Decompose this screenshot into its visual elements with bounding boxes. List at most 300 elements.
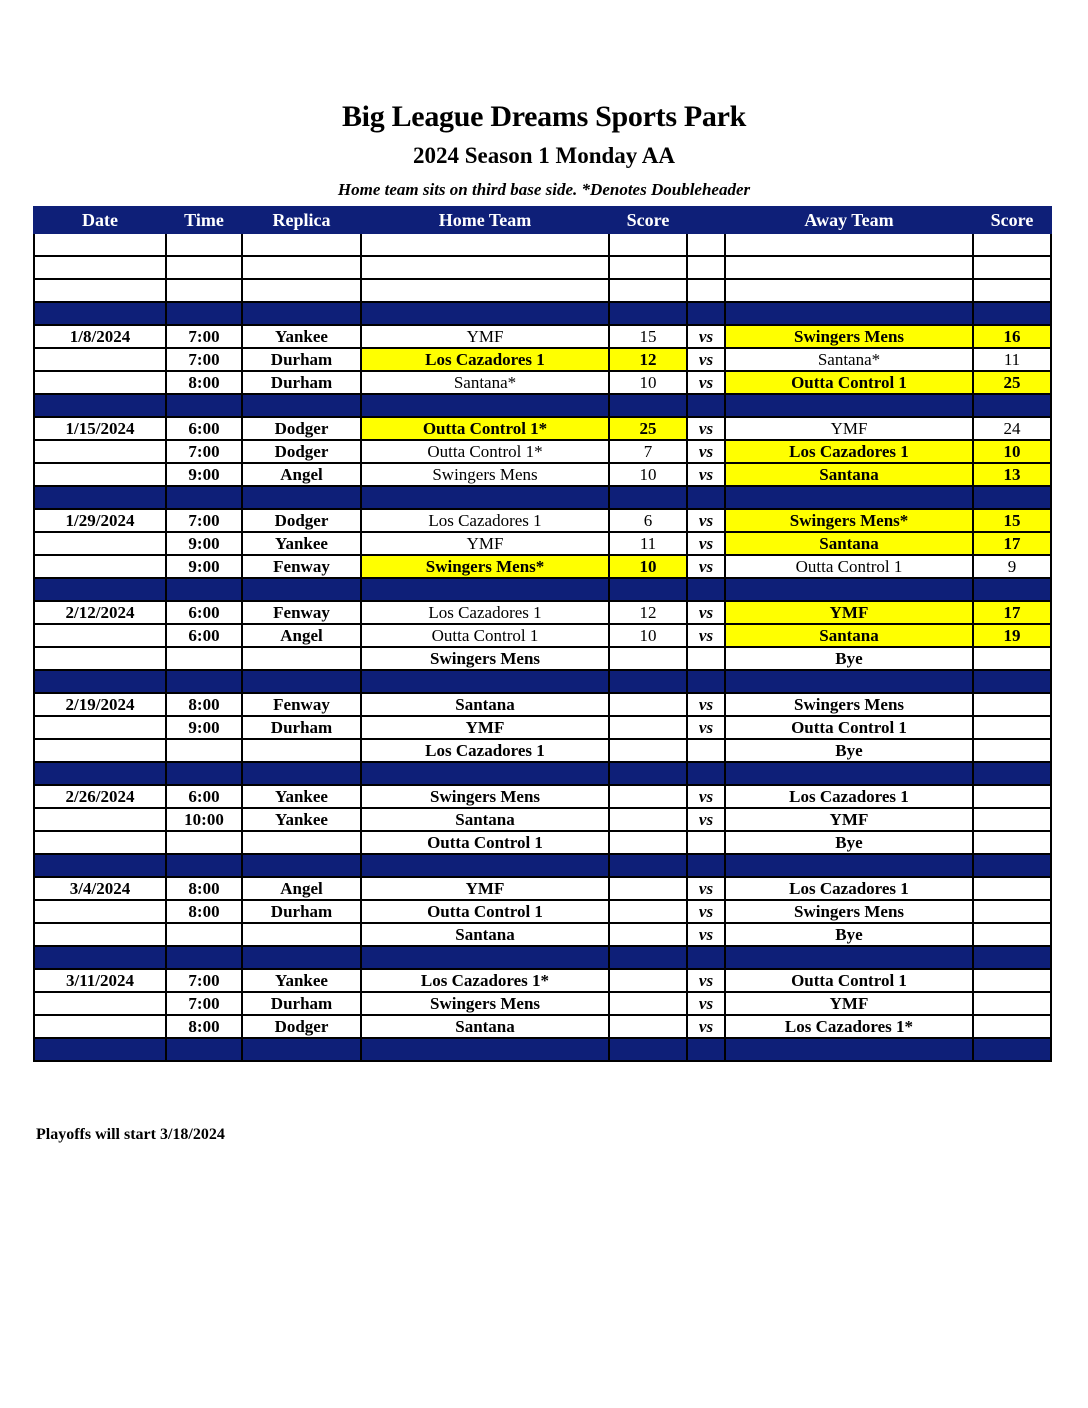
home-score: 10 bbox=[609, 371, 687, 394]
away-score bbox=[973, 808, 1051, 831]
home-score bbox=[609, 992, 687, 1015]
game-date bbox=[34, 900, 166, 923]
game-replica bbox=[242, 279, 361, 302]
vs-label: vs bbox=[687, 348, 725, 371]
week-separator bbox=[34, 762, 1051, 785]
game-date bbox=[34, 831, 166, 854]
table-row bbox=[34, 601, 1051, 624]
game-replica: Dodger bbox=[242, 1015, 361, 1038]
separator-cell bbox=[361, 854, 609, 877]
game-time bbox=[166, 279, 242, 302]
away-team: Santana bbox=[725, 463, 973, 486]
away-score bbox=[973, 693, 1051, 716]
vs-label bbox=[687, 233, 725, 256]
separator-cell bbox=[725, 1038, 973, 1061]
away-score bbox=[973, 716, 1051, 739]
vs-label: vs bbox=[687, 624, 725, 647]
home-score bbox=[609, 831, 687, 854]
separator-cell bbox=[687, 1038, 725, 1061]
table-row bbox=[34, 1015, 1051, 1038]
home-score: 6 bbox=[609, 509, 687, 532]
separator-cell bbox=[361, 762, 609, 785]
home-score: 12 bbox=[609, 348, 687, 371]
away-team: YMF bbox=[725, 417, 973, 440]
game-date bbox=[34, 739, 166, 762]
game-date: 2/19/2024 bbox=[34, 693, 166, 716]
vs-label: vs bbox=[687, 371, 725, 394]
separator-cell bbox=[725, 854, 973, 877]
separator-cell bbox=[34, 946, 166, 969]
game-date: 3/4/2024 bbox=[34, 877, 166, 900]
table-row bbox=[34, 923, 1051, 946]
schedule-table bbox=[33, 206, 1052, 1062]
away-score: 13 bbox=[973, 463, 1051, 486]
game-time: 8:00 bbox=[166, 1015, 242, 1038]
table-row bbox=[34, 256, 1051, 279]
away-team: Santana bbox=[725, 624, 973, 647]
away-team: YMF bbox=[725, 992, 973, 1015]
game-time: 7:00 bbox=[166, 969, 242, 992]
home-score bbox=[609, 233, 687, 256]
away-team: Bye bbox=[725, 831, 973, 854]
separator-cell bbox=[34, 578, 166, 601]
separator-cell bbox=[361, 394, 609, 417]
game-time: 8:00 bbox=[166, 693, 242, 716]
away-score bbox=[973, 1015, 1051, 1038]
away-score: 10 bbox=[973, 440, 1051, 463]
away-score: 24 bbox=[973, 417, 1051, 440]
home-team: Outta Control 1* bbox=[361, 440, 609, 463]
home-score bbox=[609, 1015, 687, 1038]
separator-cell bbox=[973, 854, 1051, 877]
away-score bbox=[973, 233, 1051, 256]
week-separator bbox=[34, 854, 1051, 877]
home-team bbox=[361, 279, 609, 302]
home-score: 7 bbox=[609, 440, 687, 463]
table-row bbox=[34, 371, 1051, 394]
game-time: 9:00 bbox=[166, 532, 242, 555]
game-time: 6:00 bbox=[166, 624, 242, 647]
separator-cell bbox=[34, 670, 166, 693]
separator-cell bbox=[242, 762, 361, 785]
game-date bbox=[34, 279, 166, 302]
home-score bbox=[609, 739, 687, 762]
home-team: Los Cazadores 1* bbox=[361, 969, 609, 992]
away-team: Los Cazadores 1 bbox=[725, 877, 973, 900]
game-time bbox=[166, 739, 242, 762]
game-time: 7:00 bbox=[166, 440, 242, 463]
separator-cell bbox=[242, 394, 361, 417]
col-header-home-team: Home Team bbox=[361, 207, 609, 233]
game-replica: Yankee bbox=[242, 325, 361, 348]
separator-cell bbox=[609, 1038, 687, 1061]
home-score: 10 bbox=[609, 555, 687, 578]
vs-label bbox=[687, 831, 725, 854]
home-team: Swingers Mens bbox=[361, 463, 609, 486]
away-team: Outta Control 1 bbox=[725, 371, 973, 394]
separator-cell bbox=[242, 486, 361, 509]
away-score bbox=[973, 279, 1051, 302]
game-date bbox=[34, 463, 166, 486]
col-header-date: Date bbox=[34, 207, 166, 233]
separator-cell bbox=[166, 946, 242, 969]
game-date bbox=[34, 647, 166, 670]
vs-label: vs bbox=[687, 509, 725, 532]
table-row bbox=[34, 555, 1051, 578]
col-header-away-team: Away Team bbox=[725, 207, 973, 233]
home-team: Outta Control 1 bbox=[361, 831, 609, 854]
home-team: Swingers Mens* bbox=[361, 555, 609, 578]
separator-cell bbox=[361, 302, 609, 325]
separator-cell bbox=[725, 670, 973, 693]
separator-cell bbox=[973, 670, 1051, 693]
game-date bbox=[34, 923, 166, 946]
playoffs-note: Playoffs will start 3/18/2024 bbox=[36, 1126, 225, 1143]
separator-cell bbox=[242, 854, 361, 877]
separator-cell bbox=[687, 946, 725, 969]
week-separator bbox=[34, 670, 1051, 693]
home-score: 12 bbox=[609, 601, 687, 624]
separator-cell bbox=[609, 486, 687, 509]
game-time: 9:00 bbox=[166, 716, 242, 739]
home-score bbox=[609, 716, 687, 739]
game-replica bbox=[242, 647, 361, 670]
game-date bbox=[34, 555, 166, 578]
separator-cell bbox=[242, 302, 361, 325]
game-time: 7:00 bbox=[166, 509, 242, 532]
game-replica bbox=[242, 923, 361, 946]
away-score: 15 bbox=[973, 509, 1051, 532]
vs-label: vs bbox=[687, 1015, 725, 1038]
away-team: Los Cazadores 1* bbox=[725, 1015, 973, 1038]
game-replica: Yankee bbox=[242, 532, 361, 555]
separator-cell bbox=[725, 302, 973, 325]
game-replica bbox=[242, 256, 361, 279]
game-time: 10:00 bbox=[166, 808, 242, 831]
week-separator bbox=[34, 394, 1051, 417]
home-team: Outta Control 1 bbox=[361, 900, 609, 923]
game-replica bbox=[242, 233, 361, 256]
separator-cell bbox=[609, 762, 687, 785]
separator-cell bbox=[687, 854, 725, 877]
game-date bbox=[34, 532, 166, 555]
table-row bbox=[34, 624, 1051, 647]
table-row bbox=[34, 233, 1051, 256]
separator-cell bbox=[687, 670, 725, 693]
week-separator bbox=[34, 1038, 1051, 1061]
game-time: 7:00 bbox=[166, 992, 242, 1015]
home-score bbox=[609, 900, 687, 923]
vs-label: vs bbox=[687, 808, 725, 831]
home-score bbox=[609, 923, 687, 946]
away-score bbox=[973, 256, 1051, 279]
game-time: 7:00 bbox=[166, 348, 242, 371]
game-date: 1/29/2024 bbox=[34, 509, 166, 532]
home-team: Swingers Mens bbox=[361, 785, 609, 808]
away-team bbox=[725, 233, 973, 256]
game-replica: Dodger bbox=[242, 509, 361, 532]
vs-label: vs bbox=[687, 923, 725, 946]
vs-label: vs bbox=[687, 992, 725, 1015]
game-date bbox=[34, 1015, 166, 1038]
separator-cell bbox=[687, 302, 725, 325]
table-row bbox=[34, 647, 1051, 670]
separator-cell bbox=[973, 486, 1051, 509]
home-score: 11 bbox=[609, 532, 687, 555]
game-date: 1/8/2024 bbox=[34, 325, 166, 348]
home-team: Los Cazadores 1 bbox=[361, 601, 609, 624]
game-date bbox=[34, 233, 166, 256]
header-row bbox=[34, 207, 1051, 233]
separator-cell bbox=[166, 394, 242, 417]
table-row bbox=[34, 693, 1051, 716]
table-row bbox=[34, 463, 1051, 486]
away-team: YMF bbox=[725, 808, 973, 831]
separator-cell bbox=[609, 854, 687, 877]
home-team: Santana bbox=[361, 808, 609, 831]
separator-cell bbox=[166, 670, 242, 693]
separator-cell bbox=[609, 302, 687, 325]
game-time: 8:00 bbox=[166, 877, 242, 900]
game-date: 3/11/2024 bbox=[34, 969, 166, 992]
vs-label: vs bbox=[687, 785, 725, 808]
home-team: Swingers Mens bbox=[361, 647, 609, 670]
separator-cell bbox=[166, 302, 242, 325]
separator-cell bbox=[609, 946, 687, 969]
separator-cell bbox=[973, 946, 1051, 969]
home-team: Santana bbox=[361, 1015, 609, 1038]
game-time bbox=[166, 647, 242, 670]
away-team: Outta Control 1 bbox=[725, 555, 973, 578]
week-separator bbox=[34, 946, 1051, 969]
separator-cell bbox=[242, 946, 361, 969]
week-separator bbox=[34, 578, 1051, 601]
home-team bbox=[361, 256, 609, 279]
vs-label bbox=[687, 256, 725, 279]
vs-label: vs bbox=[687, 463, 725, 486]
vs-label: vs bbox=[687, 693, 725, 716]
table-row bbox=[34, 877, 1051, 900]
home-team: Outta Control 1 bbox=[361, 624, 609, 647]
game-replica: Yankee bbox=[242, 969, 361, 992]
schedule-note: Home team sits on third base side. *Denotes Doubleheader bbox=[337, 180, 751, 199]
table-row bbox=[34, 348, 1051, 371]
home-team: Santana* bbox=[361, 371, 609, 394]
game-date: 2/12/2024 bbox=[34, 601, 166, 624]
separator-cell bbox=[687, 578, 725, 601]
away-team: Outta Control 1 bbox=[725, 716, 973, 739]
away-score bbox=[973, 739, 1051, 762]
separator-cell bbox=[34, 762, 166, 785]
separator-cell bbox=[725, 762, 973, 785]
away-score bbox=[973, 900, 1051, 923]
table-row bbox=[34, 325, 1051, 348]
game-date bbox=[34, 716, 166, 739]
week-separator bbox=[34, 302, 1051, 325]
vs-label: vs bbox=[687, 969, 725, 992]
game-time bbox=[166, 233, 242, 256]
vs-label: vs bbox=[687, 532, 725, 555]
home-score bbox=[609, 877, 687, 900]
away-score: 19 bbox=[973, 624, 1051, 647]
vs-label bbox=[687, 279, 725, 302]
separator-cell bbox=[34, 854, 166, 877]
table-row bbox=[34, 831, 1051, 854]
home-score bbox=[609, 279, 687, 302]
separator-cell bbox=[166, 486, 242, 509]
home-score bbox=[609, 693, 687, 716]
vs-label: vs bbox=[687, 555, 725, 578]
table-row bbox=[34, 900, 1051, 923]
home-team: Swingers Mens bbox=[361, 992, 609, 1015]
table-row bbox=[34, 716, 1051, 739]
game-time: 9:00 bbox=[166, 555, 242, 578]
away-team bbox=[725, 279, 973, 302]
away-team: Los Cazadores 1 bbox=[725, 785, 973, 808]
away-score: 25 bbox=[973, 371, 1051, 394]
separator-cell bbox=[361, 578, 609, 601]
game-replica: Dodger bbox=[242, 440, 361, 463]
separator-cell bbox=[725, 578, 973, 601]
home-team: Los Cazadores 1 bbox=[361, 739, 609, 762]
away-team: Swingers Mens* bbox=[725, 509, 973, 532]
away-score: 17 bbox=[973, 532, 1051, 555]
table-row bbox=[34, 969, 1051, 992]
game-time: 8:00 bbox=[166, 371, 242, 394]
away-team: YMF bbox=[725, 601, 973, 624]
game-date: 2/26/2024 bbox=[34, 785, 166, 808]
home-team bbox=[361, 233, 609, 256]
game-replica: Angel bbox=[242, 463, 361, 486]
game-replica: Durham bbox=[242, 716, 361, 739]
home-team: Los Cazadores 1 bbox=[361, 509, 609, 532]
home-team: Santana bbox=[361, 923, 609, 946]
home-team: Outta Control 1* bbox=[361, 417, 609, 440]
home-team: Santana bbox=[361, 693, 609, 716]
home-score bbox=[609, 785, 687, 808]
separator-cell bbox=[361, 486, 609, 509]
table-row bbox=[34, 532, 1051, 555]
separator-cell bbox=[242, 578, 361, 601]
schedule-body bbox=[34, 233, 1051, 1061]
separator-cell bbox=[34, 1038, 166, 1061]
game-time: 6:00 bbox=[166, 601, 242, 624]
away-score bbox=[973, 992, 1051, 1015]
vs-label: vs bbox=[687, 440, 725, 463]
col-header-home-score: Score bbox=[609, 207, 687, 233]
table-row bbox=[34, 992, 1051, 1015]
page-title: Big League Dreams Sports Park bbox=[341, 100, 747, 133]
table-row bbox=[34, 417, 1051, 440]
away-team bbox=[725, 256, 973, 279]
separator-cell bbox=[687, 394, 725, 417]
page-subtitle: 2024 Season 1 Monday AA bbox=[413, 143, 675, 168]
home-team: YMF bbox=[361, 325, 609, 348]
separator-cell bbox=[361, 670, 609, 693]
separator-cell bbox=[973, 762, 1051, 785]
separator-cell bbox=[973, 578, 1051, 601]
home-team: YMF bbox=[361, 532, 609, 555]
table-row bbox=[34, 279, 1051, 302]
game-replica: Yankee bbox=[242, 808, 361, 831]
vs-label: vs bbox=[687, 900, 725, 923]
home-score: 25 bbox=[609, 417, 687, 440]
separator-cell bbox=[34, 486, 166, 509]
game-date: 1/15/2024 bbox=[34, 417, 166, 440]
game-replica: Durham bbox=[242, 992, 361, 1015]
game-time: 7:00 bbox=[166, 325, 242, 348]
separator-cell bbox=[725, 486, 973, 509]
away-score bbox=[973, 831, 1051, 854]
away-score bbox=[973, 877, 1051, 900]
game-replica: Durham bbox=[242, 371, 361, 394]
away-score bbox=[973, 969, 1051, 992]
game-date bbox=[34, 348, 166, 371]
game-replica: Fenway bbox=[242, 601, 361, 624]
vs-label: vs bbox=[687, 417, 725, 440]
game-date bbox=[34, 440, 166, 463]
separator-cell bbox=[609, 670, 687, 693]
separator-cell bbox=[609, 394, 687, 417]
game-replica: Fenway bbox=[242, 693, 361, 716]
separator-cell bbox=[166, 578, 242, 601]
table-row bbox=[34, 785, 1051, 808]
home-score bbox=[609, 969, 687, 992]
vs-label: vs bbox=[687, 601, 725, 624]
game-date bbox=[34, 256, 166, 279]
vs-label: vs bbox=[687, 877, 725, 900]
separator-cell bbox=[242, 1038, 361, 1061]
table-row bbox=[34, 808, 1051, 831]
home-score: 10 bbox=[609, 624, 687, 647]
game-replica bbox=[242, 739, 361, 762]
col-header-away-score: Score bbox=[973, 207, 1051, 233]
game-time: 6:00 bbox=[166, 417, 242, 440]
game-replica: Angel bbox=[242, 624, 361, 647]
game-time bbox=[166, 256, 242, 279]
away-score bbox=[973, 647, 1051, 670]
away-score: 9 bbox=[973, 555, 1051, 578]
week-separator bbox=[34, 486, 1051, 509]
game-replica: Dodger bbox=[242, 417, 361, 440]
away-team: Santana bbox=[725, 532, 973, 555]
vs-label: vs bbox=[687, 716, 725, 739]
away-score: 16 bbox=[973, 325, 1051, 348]
table-row bbox=[34, 509, 1051, 532]
game-time bbox=[166, 831, 242, 854]
home-score: 15 bbox=[609, 325, 687, 348]
col-header-time: Time bbox=[166, 207, 242, 233]
separator-cell bbox=[166, 762, 242, 785]
away-score bbox=[973, 785, 1051, 808]
separator-cell bbox=[687, 762, 725, 785]
separator-cell bbox=[725, 946, 973, 969]
game-date bbox=[34, 371, 166, 394]
home-team: YMF bbox=[361, 877, 609, 900]
home-score bbox=[609, 808, 687, 831]
vs-label bbox=[687, 647, 725, 670]
game-replica: Durham bbox=[242, 900, 361, 923]
game-replica: Angel bbox=[242, 877, 361, 900]
separator-cell bbox=[166, 854, 242, 877]
separator-cell bbox=[34, 302, 166, 325]
game-time: 9:00 bbox=[166, 463, 242, 486]
separator-cell bbox=[34, 394, 166, 417]
game-replica: Fenway bbox=[242, 555, 361, 578]
vs-label: vs bbox=[687, 325, 725, 348]
away-team: Bye bbox=[725, 739, 973, 762]
game-date bbox=[34, 808, 166, 831]
